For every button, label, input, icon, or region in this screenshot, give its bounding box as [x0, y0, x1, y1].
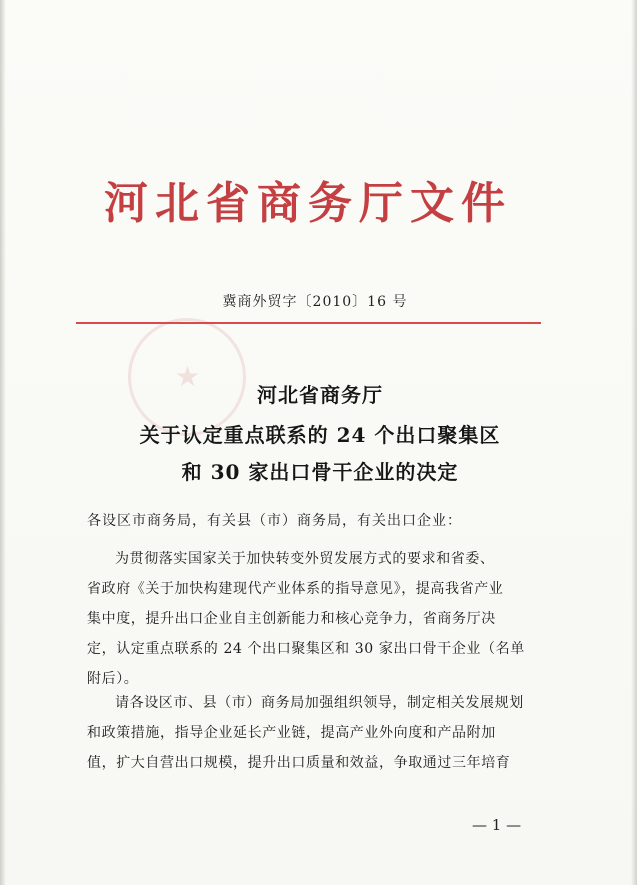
body-paragraph-2 [87, 688, 553, 778]
paragraph-line: 定，认定重点联系的 24 个出口聚集区和 30 家出口骨干企业（名单 [87, 641, 525, 657]
paragraph-line: 集中度，提升出口企业自主创新能力和核心竞争力，省商务厅决 [87, 611, 496, 627]
faded-seal [128, 318, 246, 436]
scan-right-edge [631, 0, 637, 885]
body-paragraph-1 [87, 544, 553, 694]
decision-title-line-3: 和 30 家出口骨干企业的决定 [181, 460, 459, 484]
scan-left-edge [0, 0, 6, 885]
paragraph-line: 请各设区市、县（市）商务局加强组织领导，制定相关发展规划 [115, 695, 524, 711]
salutation: 各设区市商务局，有关县（市）商务局，有关出口企业： [87, 513, 462, 529]
paragraph-line: 为贯彻落实国家关于加快转变外贸发展方式的要求和省委、 [115, 551, 495, 567]
page-number: — 1 — [472, 816, 522, 834]
paragraph-line: 和政策措施，指导企业延长产业链，提高产业外向度和产品附加 [87, 725, 496, 741]
red-divider-line [76, 322, 541, 324]
paragraph-line: 值，扩大自营出口规模，提升出口质量和效益，争取通过三年培育 [87, 755, 511, 771]
document-number: 冀商外贸字〔2010〕16 号 [222, 294, 408, 310]
document-header-title: 河北省商务厅文件 [104, 178, 512, 229]
seal-star-icon: ★ [175, 360, 201, 393]
decision-title-line-2: 关于认定重点联系的 24 个出口聚集区 [139, 423, 501, 447]
paragraph-line: 省政府《关于加快构建现代产业体系的指导意见》，提高我省产业 [87, 581, 504, 597]
paragraph-line: 附后）。 [87, 671, 139, 687]
decision-title-line-1: 河北省商务厅 [257, 383, 383, 407]
